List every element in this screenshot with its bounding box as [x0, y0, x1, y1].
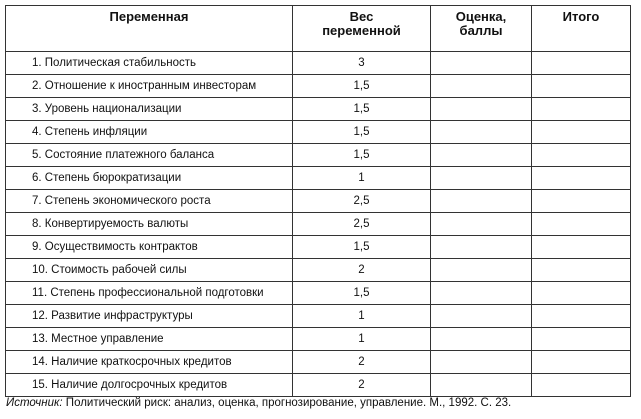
header-variable: Переменная — [6, 6, 293, 52]
header-row — [6, 6, 631, 52]
total-cell — [532, 144, 631, 167]
variable-cell: 12. Развитие инфраструктуры — [6, 305, 293, 328]
total-cell — [532, 167, 631, 190]
table-row — [6, 75, 631, 98]
variable-cell: 13. Местное управление — [6, 328, 293, 351]
total-cell — [532, 52, 631, 75]
score-cell — [431, 282, 532, 305]
total-cell — [532, 351, 631, 374]
score-cell — [431, 351, 532, 374]
variable-cell: 7. Степень экономического роста — [6, 190, 293, 213]
header-weight-line1: Вес — [349, 9, 374, 24]
source-note — [6, 397, 511, 409]
weight-cell: 1,5 — [293, 98, 431, 121]
table-row — [6, 213, 631, 236]
variable-cell: 4. Степень инфляции — [6, 121, 293, 144]
total-cell — [532, 75, 631, 98]
table-row — [6, 98, 631, 121]
total-cell — [532, 213, 631, 236]
weight-cell: 3 — [293, 52, 431, 75]
table-row — [6, 190, 631, 213]
weight-cell: 2,5 — [293, 190, 431, 213]
variable-cell: 11. Степень профессиональной подготовки — [6, 282, 293, 305]
variable-cell: 8. Конвертируемость валюты — [6, 213, 293, 236]
score-cell — [431, 305, 532, 328]
source-label: Источник: — [6, 397, 63, 409]
weight-cell: 2 — [293, 351, 431, 374]
score-cell — [431, 374, 532, 397]
table-row — [6, 52, 631, 75]
weight-cell: 1,5 — [293, 236, 431, 259]
weight-cell: 2,5 — [293, 213, 431, 236]
weight-cell: 1,5 — [293, 144, 431, 167]
weight-cell: 1 — [293, 305, 431, 328]
total-cell — [532, 121, 631, 144]
source-text: Политический риск: анализ, оценка, прогнозирование, управление. М., 1992. С. 23. — [62, 397, 512, 409]
table-row — [6, 305, 631, 328]
total-cell — [532, 328, 631, 351]
score-cell — [431, 52, 532, 75]
header-score — [431, 6, 532, 52]
header-weight — [293, 6, 431, 52]
table-row — [6, 144, 631, 167]
total-cell — [532, 236, 631, 259]
variable-cell: 6. Степень бюрократизации — [6, 167, 293, 190]
variable-cell: 1. Политическая стабильность — [6, 52, 293, 75]
weight-cell: 1,5 — [293, 75, 431, 98]
score-cell — [431, 98, 532, 121]
total-cell — [532, 282, 631, 305]
table-row — [6, 351, 631, 374]
total-cell — [532, 98, 631, 121]
weight-cell: 2 — [293, 259, 431, 282]
header-score-line2: баллы — [459, 23, 503, 38]
score-cell — [431, 167, 532, 190]
table-row — [6, 121, 631, 144]
variable-cell: 15. Наличие долгосрочных кредитов — [6, 374, 293, 397]
score-cell — [431, 75, 532, 98]
variable-cell: 5. Состояние платежного баланса — [6, 144, 293, 167]
variable-cell: 10. Стоимость рабочей силы — [6, 259, 293, 282]
weight-cell: 1 — [293, 328, 431, 351]
weight-cell: 1,5 — [293, 121, 431, 144]
header-weight-line2: переменной — [322, 23, 401, 38]
score-cell — [431, 259, 532, 282]
table-row — [6, 167, 631, 190]
table-row — [6, 328, 631, 351]
weight-cell: 1 — [293, 167, 431, 190]
weight-cell: 2 — [293, 374, 431, 397]
score-cell — [431, 121, 532, 144]
total-cell — [532, 305, 631, 328]
score-cell — [431, 213, 532, 236]
table-row — [6, 282, 631, 305]
score-cell — [431, 328, 532, 351]
variable-cell: 2. Отношение к иностранным инвесторам — [6, 75, 293, 98]
score-cell — [431, 190, 532, 213]
weight-cell: 1,5 — [293, 282, 431, 305]
header-total: Итого — [532, 6, 631, 52]
variable-cell: 3. Уровень национализации — [6, 98, 293, 121]
risk-variables-table — [5, 5, 631, 397]
total-cell — [532, 190, 631, 213]
total-cell — [532, 374, 631, 397]
score-cell — [431, 236, 532, 259]
table-row — [6, 259, 631, 282]
table-row — [6, 236, 631, 259]
header-score-line1: Оценка, — [455, 9, 507, 24]
table-row — [6, 374, 631, 397]
total-cell — [532, 259, 631, 282]
variable-cell: 14. Наличие краткосрочных кредитов — [6, 351, 293, 374]
score-cell — [431, 144, 532, 167]
variable-cell: 9. Осуществимость контрактов — [6, 236, 293, 259]
